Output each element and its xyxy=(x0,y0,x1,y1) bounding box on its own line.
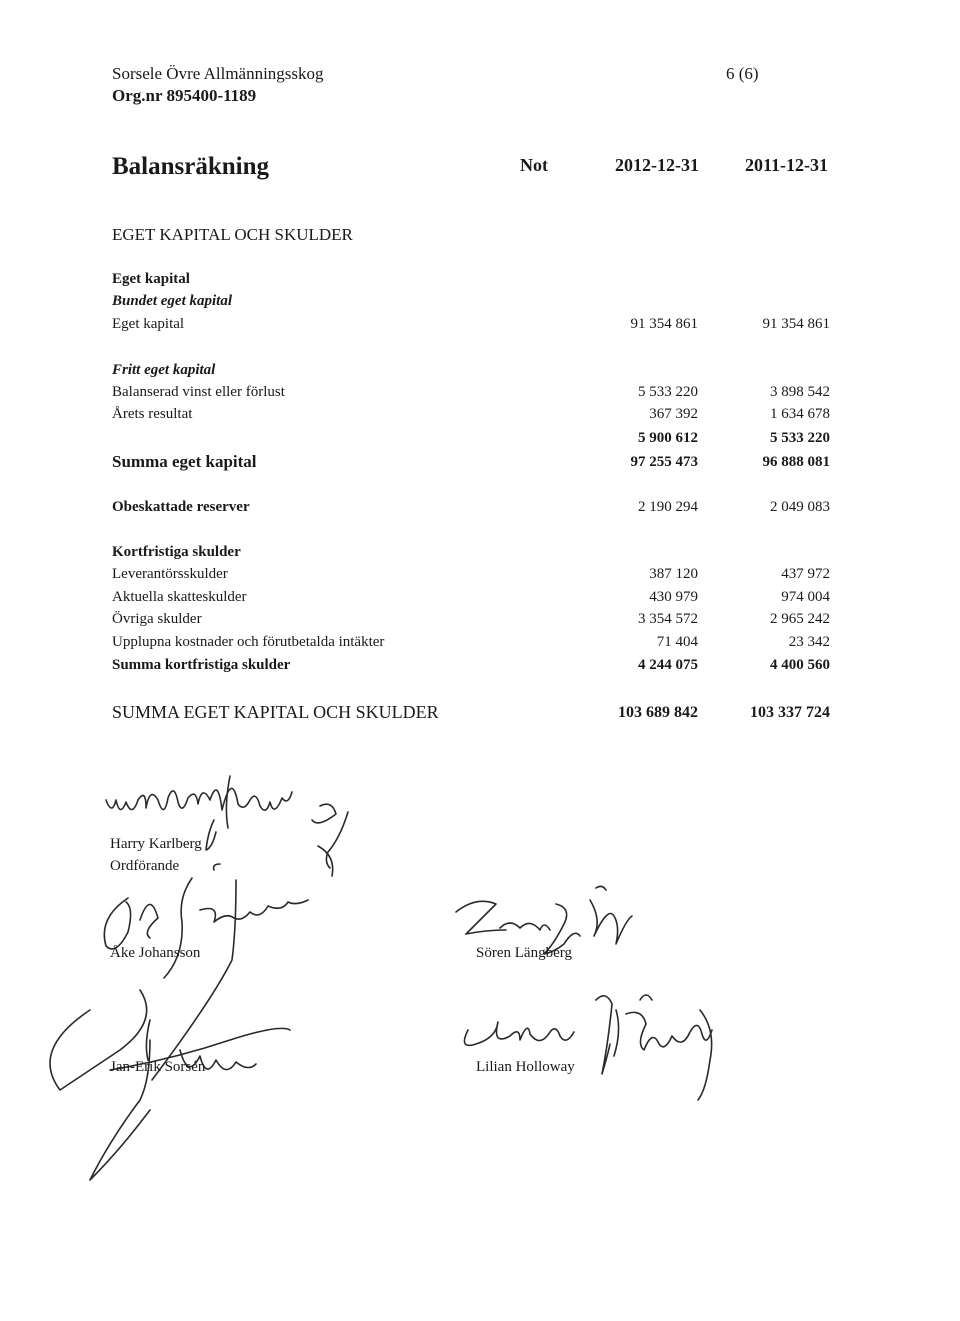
row-label: Aktuella skatteskulder xyxy=(112,589,247,605)
column-header-2011: 2011-12-31 xyxy=(745,155,828,175)
column-header-note: Not xyxy=(520,155,548,175)
row-label: Årets resultat xyxy=(112,406,193,422)
company-name: Sorsele Övre Allmänningsskog xyxy=(112,64,324,83)
row-label: Balanserad vinst eller förlust xyxy=(112,384,285,400)
bound-equity-heading: Bundet eget kapital xyxy=(112,293,232,309)
free-equity-heading: Fritt eget kapital xyxy=(112,362,216,378)
subtotal-2011: 5 533 220 xyxy=(770,430,830,446)
value-2012: 367 392 xyxy=(649,406,698,422)
signatory-role: Ordförande xyxy=(110,858,180,874)
value-2011: 2 965 242 xyxy=(770,611,830,627)
total-label: Summa eget kapital xyxy=(112,452,257,471)
signatory-name: Åke Johansson xyxy=(110,945,201,961)
total-2011: 4 400 560 xyxy=(770,657,830,673)
row-label: Övriga skulder xyxy=(112,611,202,627)
row-label: Upplupna kostnader och förutbetalda intäkter xyxy=(112,634,385,650)
signatory-name: Harry Karlberg xyxy=(110,836,202,852)
value-2011: 1 634 678 xyxy=(770,406,830,422)
total-2012: 97 255 473 xyxy=(630,454,698,470)
value-2011: 2 049 083 xyxy=(770,499,830,515)
value-2011: 91 354 861 xyxy=(762,316,830,332)
section-heading: EGET KAPITAL OCH SKULDER xyxy=(112,225,353,244)
value-2012: 71 404 xyxy=(656,634,698,650)
value-2012: 430 979 xyxy=(649,589,698,605)
total-2012: 4 244 075 xyxy=(638,657,698,673)
value-2011: 23 342 xyxy=(788,634,830,650)
total-label: Summa kortfristiga skulder xyxy=(112,657,291,673)
signatory-name: Sören Längberg xyxy=(476,945,572,961)
value-2011: 974 004 xyxy=(781,589,830,605)
grand-total-2012: 103 689 842 xyxy=(618,704,698,721)
row-label: Eget kapital xyxy=(112,316,185,332)
subtotal-2012: 5 900 612 xyxy=(638,430,698,446)
signatory-name: Lilian Holloway xyxy=(476,1059,575,1075)
value-2011: 3 898 542 xyxy=(770,384,830,400)
row-label: Leverantörsskulder xyxy=(112,566,228,582)
total-2011: 96 888 081 xyxy=(762,454,830,470)
untaxed-reserves-label: Obeskattade reserver xyxy=(112,499,250,515)
value-2012: 3 354 572 xyxy=(638,611,698,627)
value-2012: 387 120 xyxy=(649,566,698,582)
value-2012: 2 190 294 xyxy=(638,499,698,515)
org-number: Org.nr 895400-1189 xyxy=(112,86,257,105)
page-number: 6 (6) xyxy=(726,64,759,83)
equity-heading: Eget kapital xyxy=(112,271,190,287)
grand-total-label: SUMMA EGET KAPITAL OCH SKULDER xyxy=(112,702,439,722)
value-2012: 91 354 861 xyxy=(630,316,698,332)
short-term-heading: Kortfristiga skulder xyxy=(112,544,241,560)
grand-total-2011: 103 337 724 xyxy=(750,704,830,721)
value-2011: 437 972 xyxy=(781,566,830,582)
column-header-2012: 2012-12-31 xyxy=(615,155,699,175)
page-title: Balansräkning xyxy=(112,153,270,180)
value-2012: 5 533 220 xyxy=(638,384,698,400)
signatory-name: Jan-Erik Sorsén xyxy=(110,1059,206,1075)
